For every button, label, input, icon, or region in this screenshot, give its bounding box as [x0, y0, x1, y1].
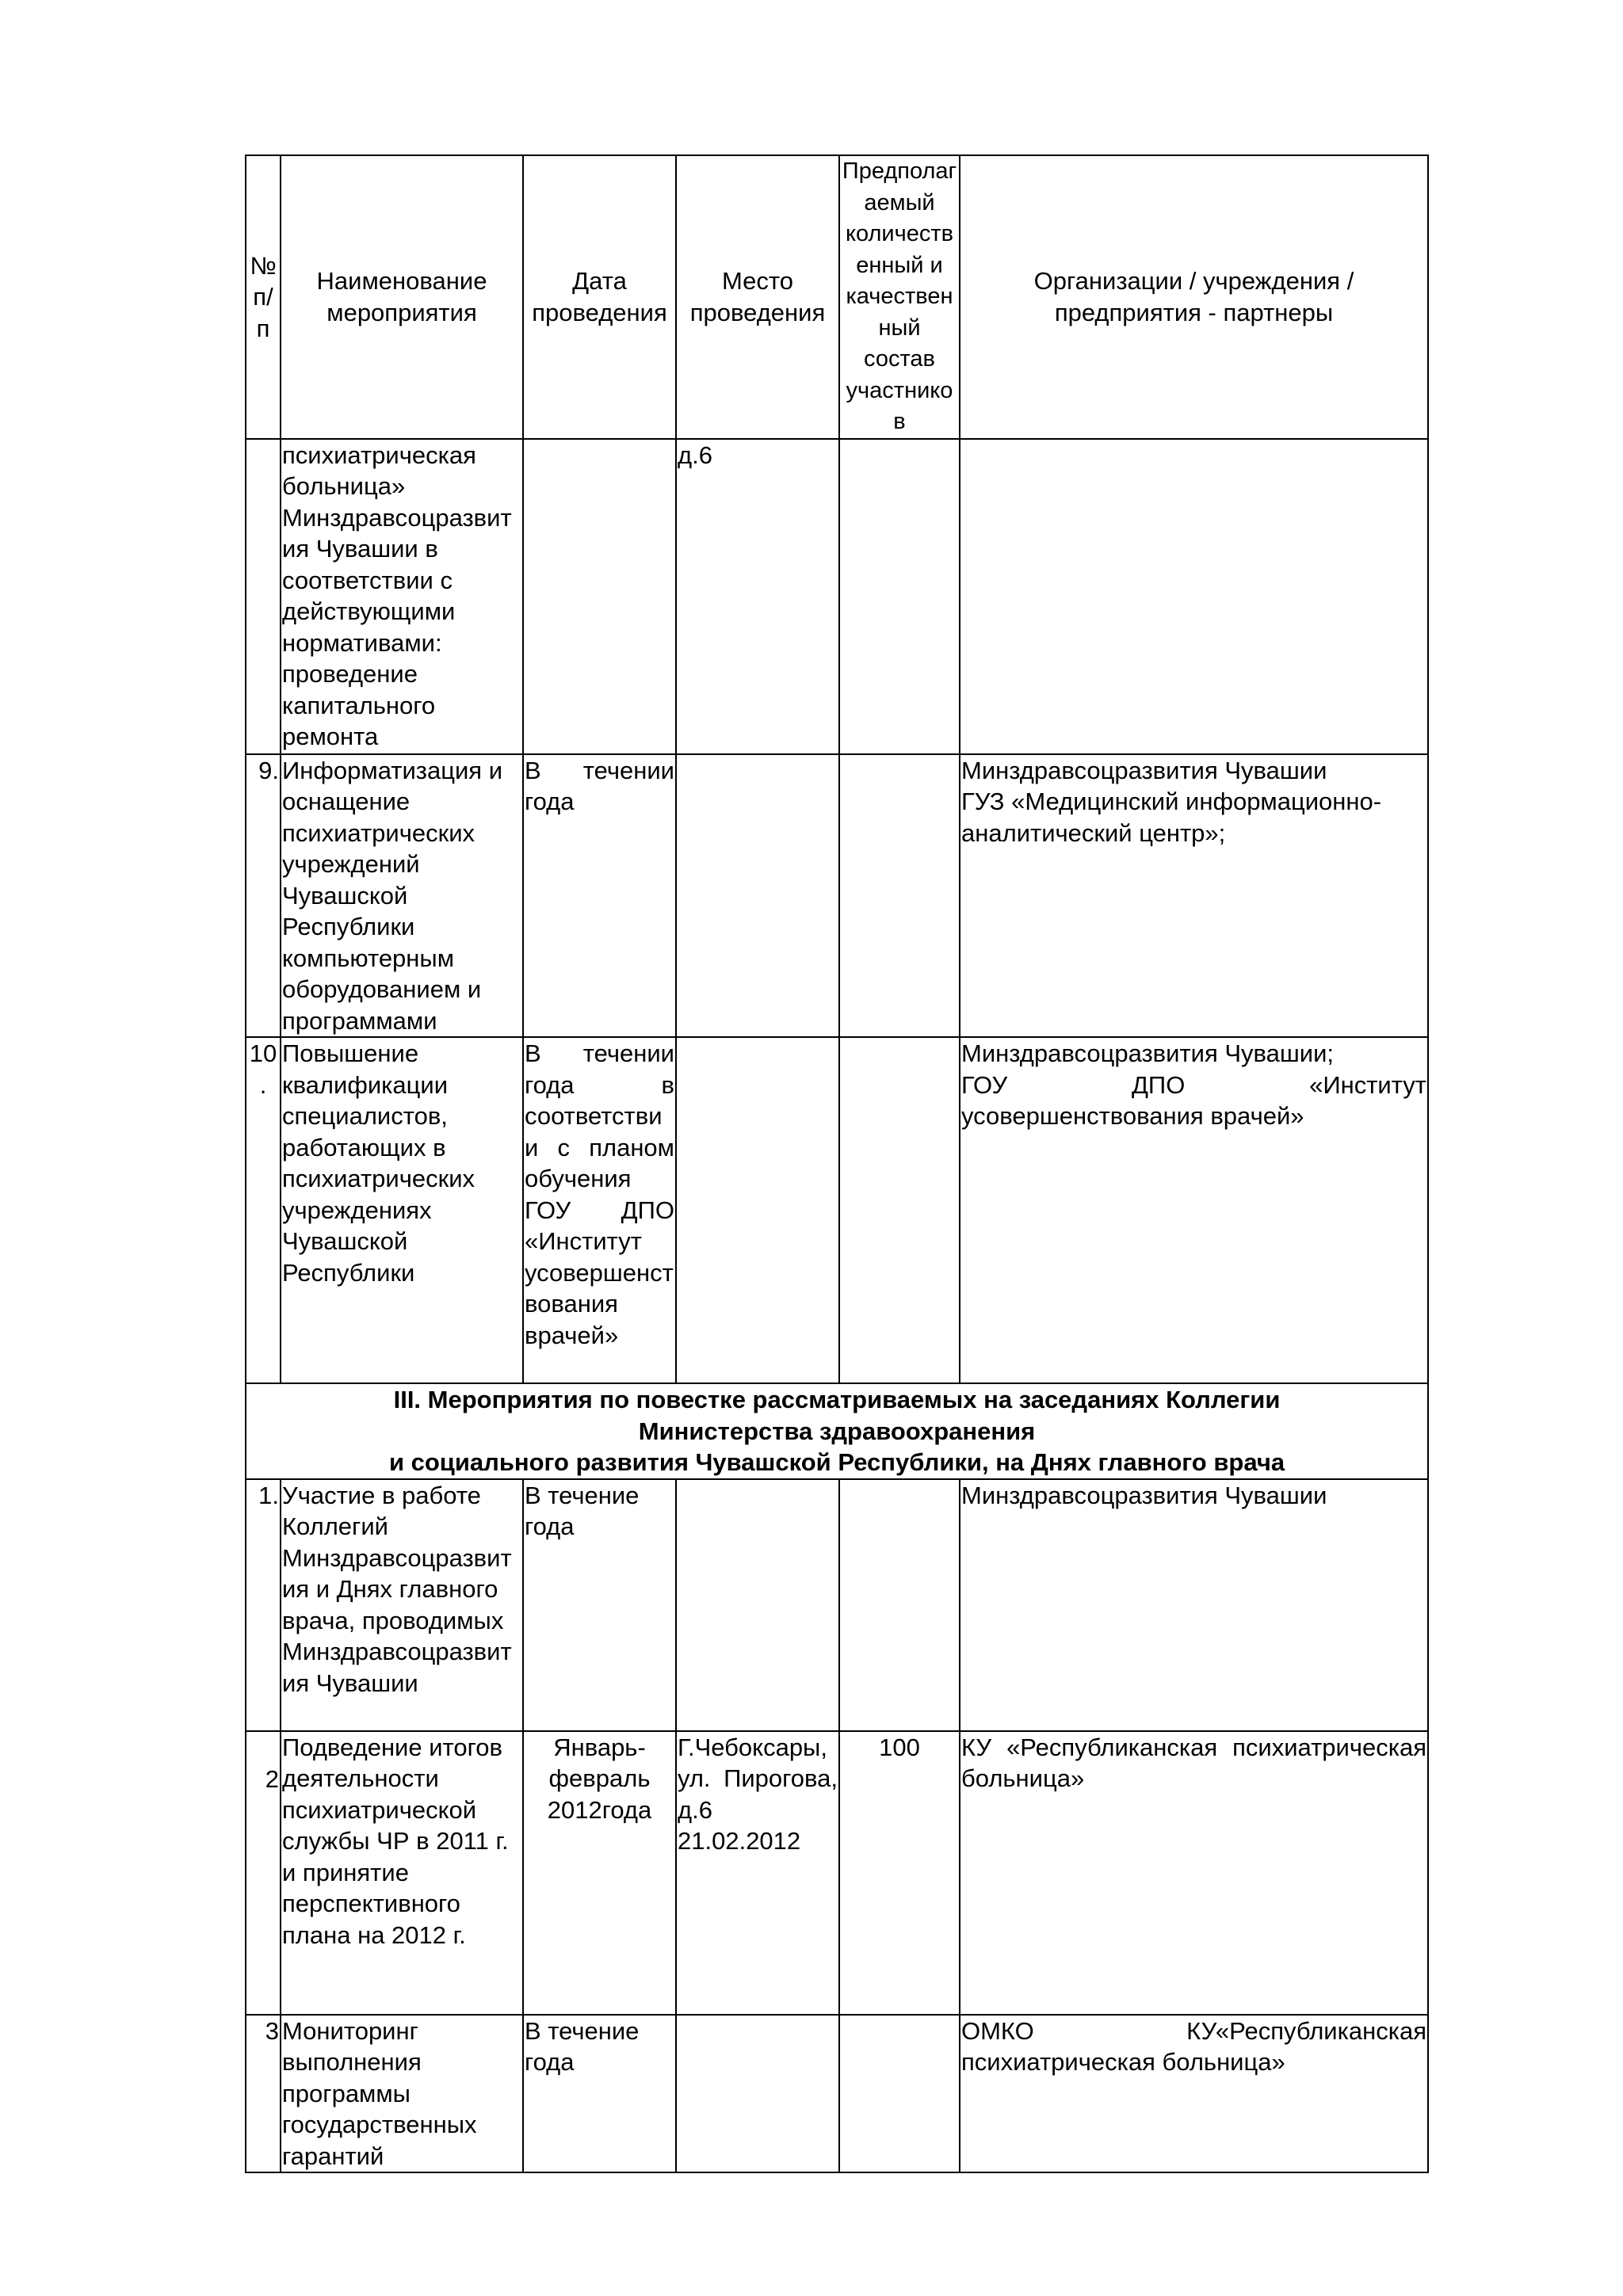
section-heading: [246, 1383, 1428, 1479]
partner-line: Минздравсоцразвития Чувашии: [961, 756, 1327, 784]
cell-name: Подведение итогов деятельности психиатрической службы ЧР в 2011 г. и принятие перспективного плана на 2012 г.: [281, 1731, 523, 2015]
cell-partners: [960, 1037, 1428, 1383]
cell-participants: [839, 754, 960, 1038]
table-row: [246, 754, 1428, 1038]
cell-num: 1.: [246, 1479, 281, 1731]
cell-date: В течении года в соответствии с планом обучения ГОУ ДПО «Институт усовершенствования врачей»: [523, 1037, 676, 1383]
header-name: Наименование мероприятия: [281, 155, 523, 439]
cell-date: В течении года: [523, 754, 676, 1038]
table-row: [246, 1479, 1428, 1731]
cell-name: психиатрическая больница» Минздравсоцразвития Чувашии в соответствии с действующими нормативами: проведение капитального ремонта: [281, 439, 523, 754]
cell-participants: [839, 1037, 960, 1383]
cell-num: 10.: [246, 1037, 281, 1383]
section-heading-line: и социального развития Чувашской Республики, на Днях главного врача: [388, 1448, 1285, 1476]
table-row: [246, 1731, 1428, 2015]
cell-num: 2: [246, 1731, 281, 2015]
cell-date: В течение года: [523, 2015, 676, 2173]
place-line: Г.Чебоксары, ул. Пирогова, д.6: [678, 1733, 838, 1824]
cell-participants: [839, 2015, 960, 2173]
header-num: № п/п: [246, 155, 281, 439]
cell-num: 3: [246, 2015, 281, 2173]
cell-name: Участие в работе Коллегий Минздравсоцразвития и Днях главного врача, проводимых Минздравсоцразвития Чувашии: [281, 1479, 523, 1731]
partner-line: ГУЗ «Медицинский информационно-аналитический центр»;: [961, 788, 1382, 847]
cell-num: [246, 439, 281, 754]
cell-place: [676, 1731, 839, 2015]
cell-date: [523, 439, 676, 754]
table-row: [246, 2015, 1428, 2173]
table-row: [246, 439, 1428, 754]
section-heading-line: III. Мероприятия по повестке рассматриваемых на заседаниях Коллегии: [393, 1386, 1281, 1413]
partner-line: Минздравсоцразвития Чувашии;: [961, 1039, 1335, 1067]
cell-place: [676, 754, 839, 1038]
cell-place: [676, 1479, 839, 1731]
cell-partners: [960, 754, 1428, 1038]
cell-partners: КУ «Республиканская психиатрическая больница»: [960, 1731, 1428, 2015]
cell-partners: Минздравсоцразвития Чувашии: [960, 1479, 1428, 1731]
section-heading-line: Министерства здравоохранения: [638, 1417, 1036, 1445]
header-partners: Организации / учреждения / предприятия - партнеры: [960, 155, 1428, 439]
partner-line: ГОУ ДПО «Институт усовершенствования врачей»: [961, 1070, 1426, 1130]
cell-num: 9.: [246, 754, 281, 1038]
cell-partners: [960, 439, 1428, 754]
header-place: Место проведения: [676, 155, 839, 439]
cell-date: Январь-февраль 2012года: [523, 1731, 676, 2015]
cell-name: Повышение квалификации специалистов, работающих в психиатрических учреждениях Чувашской Республики: [281, 1037, 523, 1383]
cell-place: д.6: [676, 439, 839, 754]
cell-participants: 100: [839, 1731, 960, 2015]
header-date: Дата проведения: [523, 155, 676, 439]
place-line: 21.02.2012: [678, 1827, 801, 1855]
cell-participants: [839, 1479, 960, 1731]
section-heading-row: [246, 1383, 1428, 1479]
table-row: [246, 1037, 1428, 1383]
cell-name: Информатизация и оснащение психиатрических учреждений Чувашской Республики компьютерным оборудованием и программами: [281, 754, 523, 1038]
table-header-row: [246, 155, 1428, 439]
events-plan-table: [245, 154, 1429, 2173]
cell-place: [676, 2015, 839, 2173]
cell-date: В течение года: [523, 1479, 676, 1731]
cell-place: [676, 1037, 839, 1383]
cell-partners: ОМКО КУ«Республиканская психиатрическая больница»: [960, 2015, 1428, 2173]
header-participants: Предполагаемый количественный и качественный состав участников: [839, 155, 960, 439]
cell-name: Мониторинг выполнения программы государственных гарантий: [281, 2015, 523, 2173]
cell-participants: [839, 439, 960, 754]
